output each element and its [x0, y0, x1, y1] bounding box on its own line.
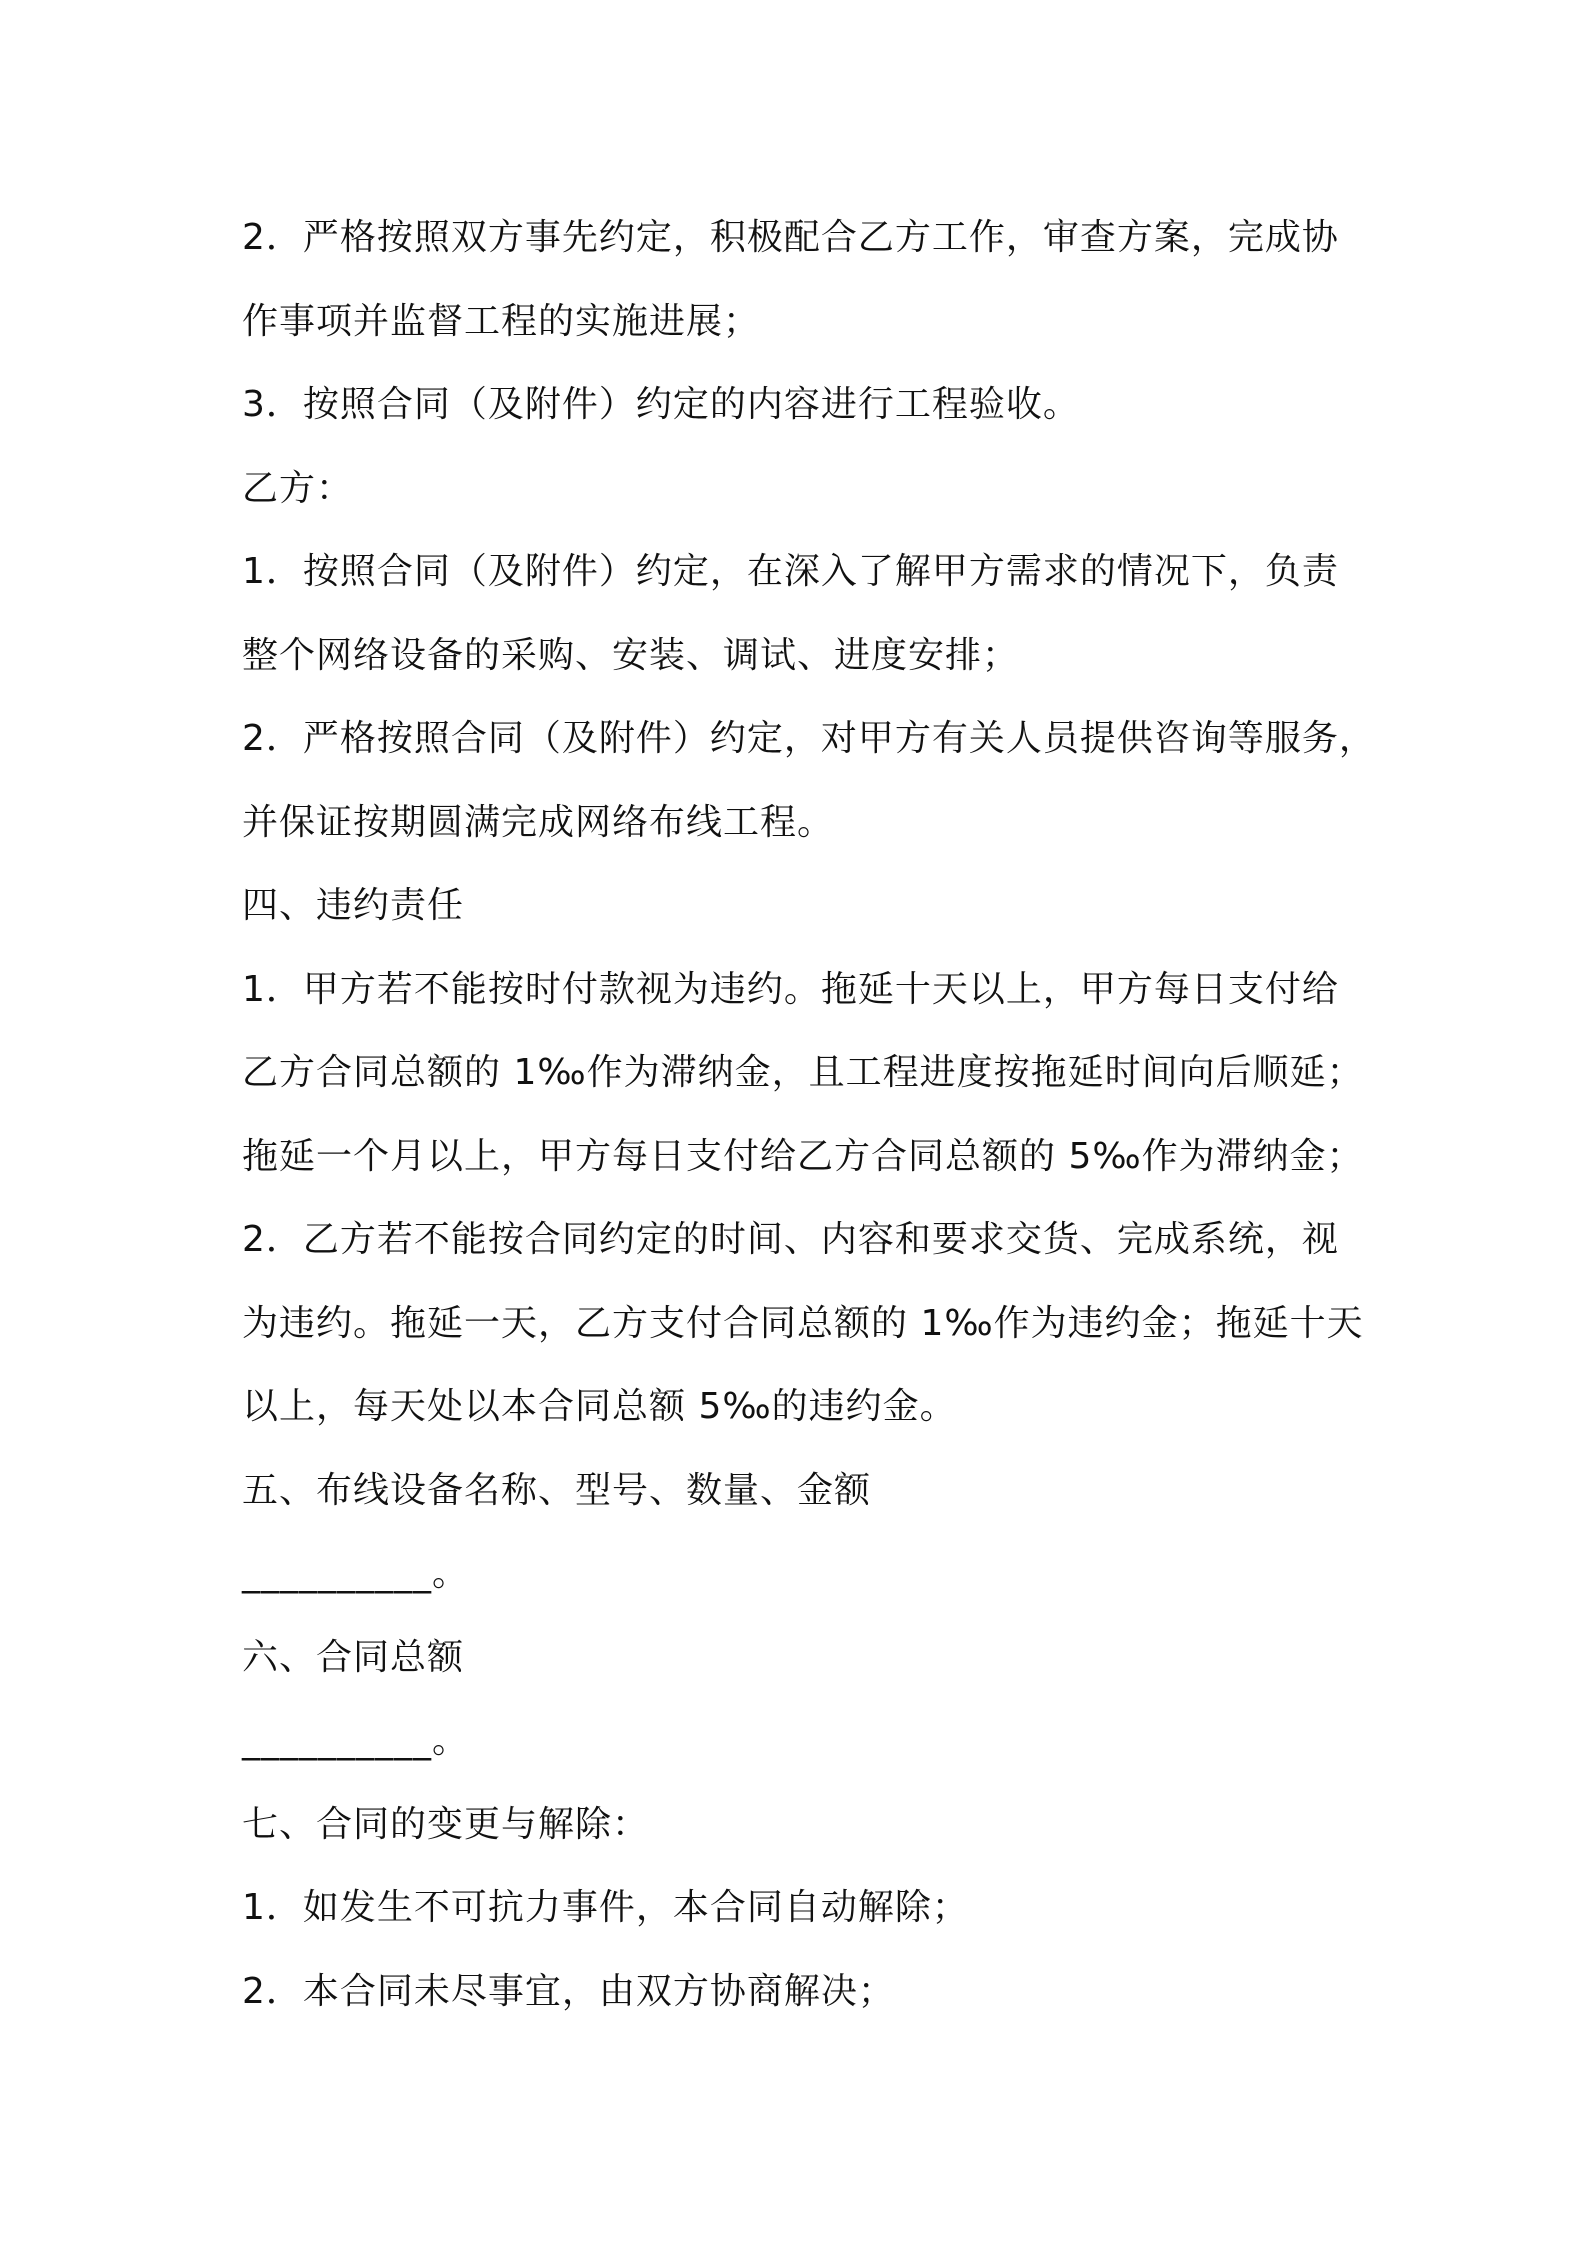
clause-b1-line-1: 1．按照合同（及附件）约定，在深入了解甲方需求的情况下，负责: [242, 551, 1339, 592]
clause-b1-line-2: 整个网络设备的采购、安装、调试、进度安排；: [242, 634, 1020, 676]
section-4-heading: 四、违约责任: [242, 885, 465, 926]
section-5-blank: __________。: [242, 1553, 470, 1594]
section-6-heading: 六、合同总额: [242, 1636, 465, 1678]
clause-4-1-line-1: 1．甲方若不能按时付款视为违约。拖延十天以上，甲方每日支付给: [242, 968, 1339, 1010]
clause-4-2-line-3: 以上，每天处以本合同总额 5‰的违约金。: [242, 1386, 957, 1427]
clause-4-1-line-2: 乙方合同总额的 1‰作为滞纳金，且工程进度按拖延时间向后顺延；: [242, 1052, 1364, 1093]
section-5-heading: 五、布线设备名称、型号、数量、金额: [242, 1469, 872, 1511]
clause-a2-line-1: 2．严格按照双方事先约定，积极配合乙方工作，审查方案，完成协: [242, 217, 1339, 258]
clause-a2-line-2: 作事项并监督工程的实施进展；: [242, 300, 761, 342]
clause-7-1: 1．如发生不可抗力事件，本合同自动解除；: [242, 1887, 969, 1928]
section-6-blank: __________。: [242, 1720, 470, 1761]
section-7-heading: 七、合同的变更与解除：: [242, 1803, 650, 1845]
clause-a3: 3．按照合同（及附件）约定的内容进行工程验收。: [242, 384, 1080, 425]
clause-4-2-line-2: 为违约。拖延一天，乙方支付合同总额的 1‰作为违约金；拖延十天: [242, 1302, 1364, 1344]
party-b-heading: 乙方：: [242, 467, 354, 509]
clause-4-1-line-3: 拖延一个月以上，甲方每日支付给乙方合同总额的 5‰作为滞纳金；: [242, 1135, 1364, 1177]
document-body: [242, 196, 1376, 2033]
clause-7-2: 2．本合同未尽事宜，由双方协商解决；: [242, 1970, 895, 2012]
clause-b2-line-2: 并保证按期圆满完成网络布线工程。: [242, 801, 835, 843]
clause-b2-line-1: 2．严格按照合同（及附件）约定，对甲方有关人员提供咨询等服务，: [242, 718, 1376, 759]
clause-4-2-line-1: 2．乙方若不能按合同约定的时间、内容和要求交货、完成系统，视: [242, 1219, 1339, 1260]
